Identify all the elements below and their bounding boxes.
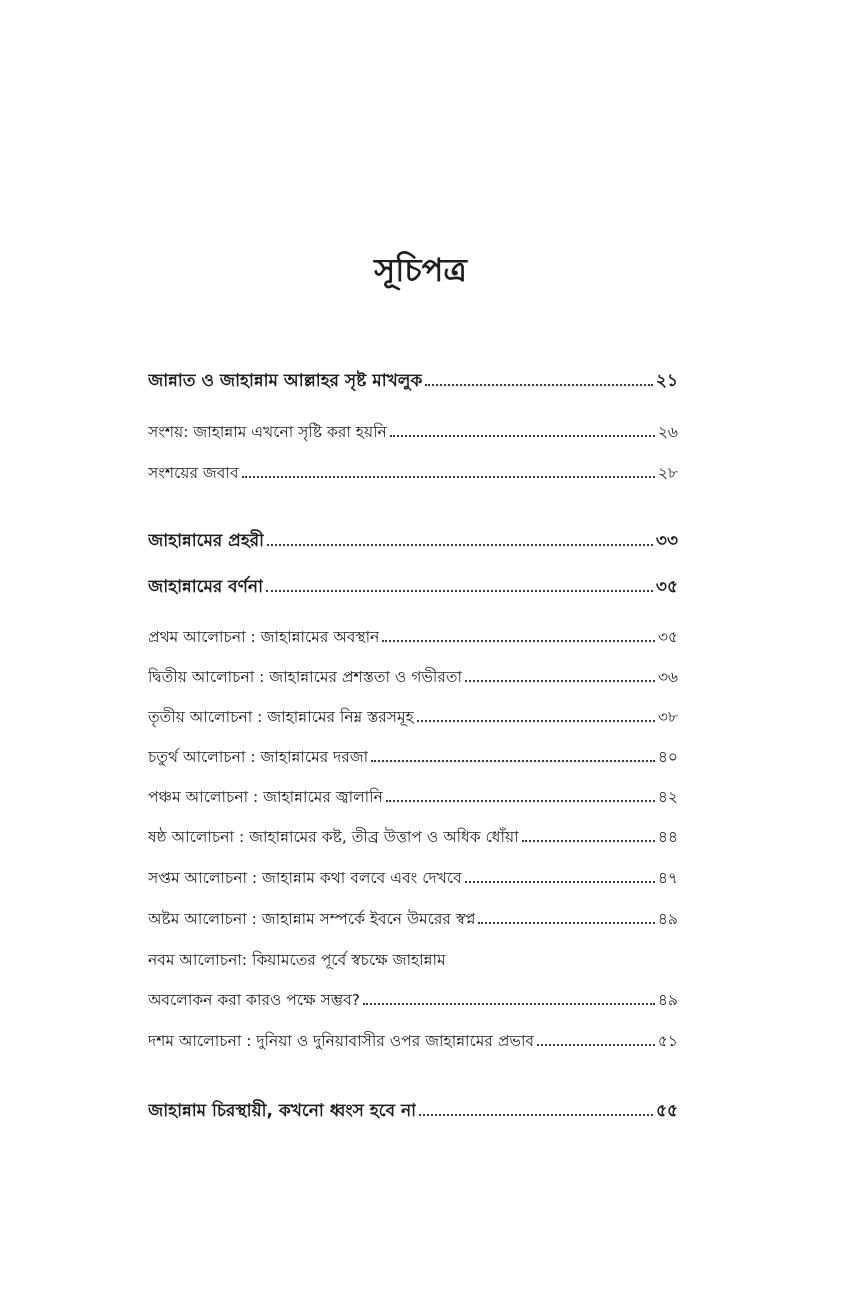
toc-entry[interactable] [148, 418, 678, 446]
dot-leader [242, 467, 655, 478]
toc-entry-title: পঞ্চম আলোচনা : জাহান্নামের জ্বালানি [148, 788, 383, 806]
toc-entry-page: ৩৫ [657, 628, 678, 646]
toc-entry-page: ২৬ [657, 423, 678, 441]
toc-entry-page: ৪৯ [657, 991, 678, 1009]
dot-leader [465, 671, 655, 682]
dot-leader [386, 791, 655, 802]
toc-entry[interactable] [148, 366, 678, 396]
toc-entry-page: ২৮ [657, 464, 678, 482]
toc-entry-title: তৃতীয় আলোচনা : জাহান্নামের নিম্ন স্তরসমূহ [148, 708, 414, 726]
toc-entry-page: ৪০ [657, 748, 678, 766]
dot-leader [371, 751, 655, 762]
toc-entry-title: চতুর্থ আলোচনা : জাহান্নামের দরজা [148, 748, 369, 766]
dot-leader [419, 1105, 653, 1116]
toc-entry-title: জান্নাত ও জাহান্নাম আল্লাহর সৃষ্ট মাখলুক [148, 371, 423, 391]
toc-entry-page: ৩৮ [657, 708, 678, 726]
toc-entry[interactable] [148, 572, 678, 602]
toc-entry[interactable] [148, 986, 678, 1014]
toc-entry-page: ৪৪ [657, 828, 678, 846]
toc-entry-title: দশম আলোচনা : দুনিয়া ও দুনিয়াবাসীর ওপর জাহান্নামের প্রভাব [148, 1032, 535, 1050]
toc-entry[interactable] [148, 663, 678, 691]
toc-entry-page: ২১ [655, 371, 678, 391]
toc-entry-title: সংশয়ের জবাব [148, 464, 239, 482]
dot-leader [382, 631, 654, 642]
toc-entry-title: প্রথম আলোচনা : জাহান্নামের অবস্থান [148, 628, 380, 646]
dot-leader [465, 872, 655, 883]
toc-entry-page: ৪৯ [657, 910, 678, 928]
toc-entry[interactable] [148, 1096, 678, 1126]
dot-leader [478, 913, 654, 924]
toc-entry-title: দ্বিতীয় আলোচনা : জাহান্নামের প্রশস্ততা ও গভীরতা [148, 668, 463, 686]
toc-entry-page: ৩৩ [655, 531, 678, 551]
toc-entry[interactable] [148, 823, 678, 851]
toc-entry[interactable] [148, 526, 678, 556]
toc-entry-title: জাহান্নামের প্রহরী [148, 531, 265, 551]
dot-leader [363, 994, 655, 1005]
toc-entry[interactable] [148, 905, 678, 933]
dot-leader [267, 535, 653, 546]
toc-entry-title: সংশয়: জাহান্নাম এখনো সৃষ্টি করা হয়নি [148, 423, 387, 441]
dot-leader [537, 1035, 655, 1046]
toc-entry-page: ৩৫ [655, 577, 678, 597]
toc-entry-title: সপ্তম আলোচনা : জাহান্নাম কথা বলবে এবং দেখবে [148, 869, 462, 887]
toc-entry-title: ষষ্ঠ আলোচনা : জাহান্নামের কষ্ট, তীব্র উত্তাপ ও অধিক ধোঁয়া [148, 828, 519, 846]
toc-entry-page: ৩৬ [657, 668, 678, 686]
toc-entry[interactable] [148, 743, 678, 771]
toc-entry-page: ৪২ [657, 788, 678, 806]
toc-entry-title-line1[interactable]: নবম আলোচনা: কিয়ামতের পূর্বে স্বচক্ষে জাহান্নাম [148, 951, 446, 969]
dot-leader [266, 581, 653, 592]
toc-entry[interactable] [148, 783, 678, 811]
dot-leader [390, 426, 655, 437]
toc-entry-page: ৪৭ [657, 869, 678, 887]
dot-leader [522, 831, 655, 842]
toc-entry[interactable] [148, 703, 678, 731]
toc-entry-title: জাহান্নামের বর্ণনা [148, 577, 263, 597]
toc-entry-page: ৫১ [657, 1032, 678, 1050]
toc-entry[interactable] [148, 864, 678, 892]
toc-entry[interactable] [148, 459, 678, 487]
toc-entry[interactable] [148, 623, 678, 651]
page-title: সূচিপত্র [374, 251, 467, 289]
toc-entry-title-line2: অবলোকন করা কারও পক্ষে সম্ভব? [148, 991, 360, 1009]
dot-leader [425, 375, 653, 386]
toc-entry[interactable] [148, 1027, 678, 1055]
toc-entry-title: অষ্টম আলোচনা : জাহান্নাম সম্পর্কে ইবনে উমরের স্বপ্ন [148, 910, 476, 928]
toc-entry-title: জাহান্নাম চিরস্থায়ী, কখনো ধ্বংস হবে না [148, 1101, 417, 1121]
toc-entry-page: ৫৫ [655, 1101, 678, 1121]
dot-leader [417, 711, 655, 722]
